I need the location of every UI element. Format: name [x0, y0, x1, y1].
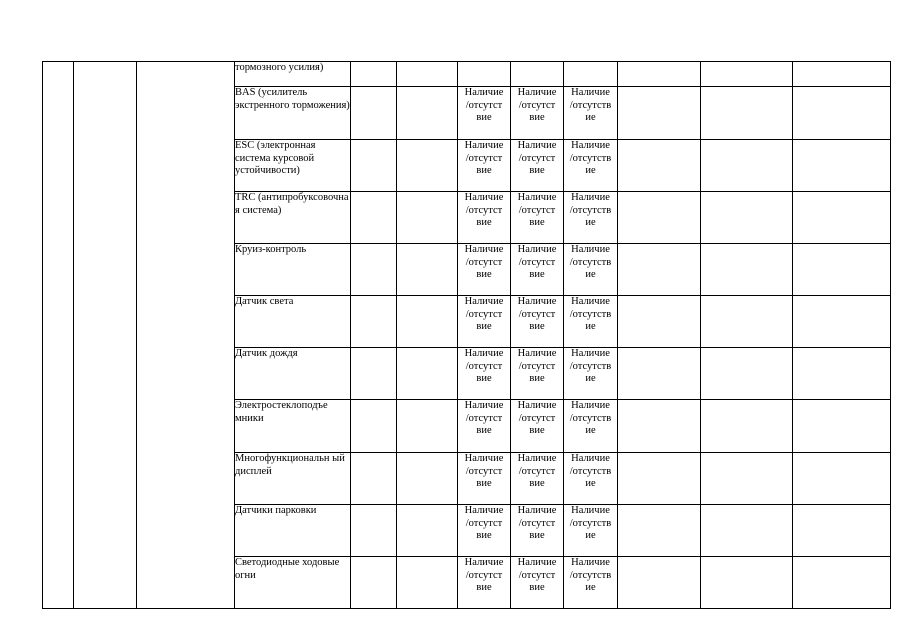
availability-text: /отсутст [518, 204, 556, 216]
empty-cell [351, 244, 397, 296]
blank-cell [43, 296, 74, 348]
availability-text: Наличие [464, 192, 504, 203]
availability-cell [511, 557, 564, 609]
empty-cell [701, 244, 793, 296]
empty-cell [618, 400, 701, 453]
availability-text: /отсутст [465, 465, 503, 477]
blank-cell [74, 140, 137, 192]
availability-text: /отсутств [569, 569, 612, 581]
availability-text: /отсутст [465, 412, 503, 424]
empty-cell [397, 192, 458, 244]
availability-text: Наличие [517, 192, 557, 203]
availability-cell [564, 140, 618, 192]
availability-text: вие [529, 425, 545, 436]
availability-cell [511, 296, 564, 348]
empty-cell [351, 505, 397, 557]
availability-text: вие [529, 112, 545, 123]
availability-text: Наличие [517, 140, 557, 151]
blank-cell [43, 348, 74, 400]
availability-text: /отсутств [569, 204, 612, 216]
availability-text: ие [585, 217, 596, 228]
feature-name-cell: Датчик света [235, 296, 351, 348]
availability-text: ие [585, 321, 596, 332]
blank-cell [74, 87, 137, 140]
empty-cell [351, 348, 397, 400]
empty-cell [618, 296, 701, 348]
availability-cell [511, 348, 564, 400]
availability-text: /отсутств [569, 99, 612, 111]
empty-cell [351, 453, 397, 505]
empty-cell [701, 557, 793, 609]
availability-text: вие [476, 321, 492, 332]
availability-text: ие [585, 425, 596, 436]
empty-cell [793, 244, 891, 296]
availability-text: ие [585, 478, 596, 489]
availability-text: /отсутст [465, 256, 503, 268]
empty-cell [793, 192, 891, 244]
empty-cell [618, 87, 701, 140]
availability-text: Наличие [571, 244, 610, 255]
availability-text: Наличие [571, 192, 610, 203]
feature-name-cell: Электростеклоподъе мники [235, 400, 351, 453]
availability-cell [458, 557, 511, 609]
availability-cell [511, 453, 564, 505]
empty-cell [793, 62, 891, 87]
blank-cell [74, 192, 137, 244]
empty-cell [397, 140, 458, 192]
availability-cell [458, 453, 511, 505]
availability-text: Наличие [571, 557, 610, 568]
availability-text: ие [585, 530, 596, 541]
table-row [43, 244, 891, 296]
availability-text: /отсутст [518, 152, 556, 164]
feature-name-cell: Многофункциональн ый дисплей [235, 453, 351, 505]
empty-cell [701, 400, 793, 453]
blank-cell [137, 400, 235, 453]
availability-text: Наличие [517, 296, 557, 307]
availability-text: Наличие [571, 87, 610, 98]
feature-name-cell: Светодиодные ходовые огни [235, 557, 351, 609]
availability-text: вие [476, 582, 492, 593]
availability-text: /отсутст [465, 152, 503, 164]
blank-cell [43, 557, 74, 609]
availability-text: /отсутст [465, 204, 503, 216]
availability-text: /отсутств [569, 412, 612, 424]
availability-text: ие [585, 112, 596, 123]
availability-text: вие [529, 217, 545, 228]
table-row [43, 453, 891, 505]
availability-text: вие [476, 373, 492, 384]
availability-text: Наличие [464, 348, 504, 359]
availability-text: Наличие [464, 453, 504, 464]
blank-cell [74, 348, 137, 400]
availability-text: /отсутст [465, 360, 503, 372]
empty-cell [701, 192, 793, 244]
availability-text: /отсутст [465, 569, 503, 581]
blank-cell [74, 296, 137, 348]
blank-cell [137, 87, 235, 140]
empty-cell [351, 400, 397, 453]
empty-cell [351, 296, 397, 348]
empty-cell [701, 348, 793, 400]
availability-text: Наличие [571, 348, 610, 359]
empty-cell [793, 87, 891, 140]
availability-text: Наличие [464, 244, 504, 255]
empty-cell [397, 557, 458, 609]
blank-cell [74, 400, 137, 453]
empty-cell [793, 557, 891, 609]
blank-cell [137, 140, 235, 192]
availability-cell [458, 140, 511, 192]
empty-cell [351, 140, 397, 192]
empty-cell [351, 557, 397, 609]
availability-cell [564, 87, 618, 140]
availability-text: вие [476, 217, 492, 228]
blank-cell [74, 557, 137, 609]
availability-text: вие [476, 112, 492, 123]
availability-cell [564, 348, 618, 400]
empty-cell [793, 348, 891, 400]
table-row [43, 87, 891, 140]
availability-text: Наличие [571, 140, 610, 151]
availability-cell [564, 296, 618, 348]
availability-text: вие [529, 373, 545, 384]
availability-cell [511, 505, 564, 557]
availability-text: /отсутст [518, 412, 556, 424]
blank-cell [43, 505, 74, 557]
blank-cell [43, 192, 74, 244]
availability-cell [511, 87, 564, 140]
empty-cell [397, 87, 458, 140]
blank-cell [137, 348, 235, 400]
availability-text: /отсутств [569, 256, 612, 268]
empty-cell [618, 505, 701, 557]
availability-cell [564, 453, 618, 505]
blank-cell [74, 244, 137, 296]
empty-cell [701, 87, 793, 140]
feature-name-cell: TRC (антипробуксовочна я система) [235, 192, 351, 244]
availability-text: вие [529, 478, 545, 489]
empty-cell [793, 296, 891, 348]
availability-text: вие [476, 425, 492, 436]
empty-cell [397, 296, 458, 348]
blank-cell [137, 453, 235, 505]
blank-cell [43, 400, 74, 453]
availability-text: /отсутств [569, 360, 612, 372]
availability-text: вие [529, 165, 545, 176]
availability-text: вие [529, 321, 545, 332]
availability-text: /отсутств [569, 308, 612, 320]
empty-cell [397, 244, 458, 296]
empty-cell [701, 453, 793, 505]
availability-text: Наличие [464, 400, 504, 411]
availability-text: /отсутст [518, 308, 556, 320]
availability-text: /отсутст [518, 360, 556, 372]
empty-cell [618, 62, 701, 87]
availability-cell [564, 244, 618, 296]
table-row [43, 140, 891, 192]
availability-cell [458, 296, 511, 348]
availability-text: /отсутств [569, 152, 612, 164]
availability-text: вие [529, 582, 545, 593]
empty-cell [618, 192, 701, 244]
empty-cell [351, 87, 397, 140]
empty-cell [618, 453, 701, 505]
availability-text: Наличие [571, 296, 610, 307]
availability-cell [458, 348, 511, 400]
availability-text: Наличие [571, 505, 610, 516]
empty-cell [618, 244, 701, 296]
empty-cell [793, 400, 891, 453]
empty-cell [397, 505, 458, 557]
empty-cell [793, 140, 891, 192]
empty-cell [351, 62, 397, 87]
table-row [43, 62, 891, 87]
empty-cell [793, 453, 891, 505]
table-row [43, 192, 891, 244]
availability-cell [458, 244, 511, 296]
availability-text: вие [476, 269, 492, 280]
availability-text: вие [476, 478, 492, 489]
availability-text: Наличие [517, 557, 557, 568]
empty-cell [397, 348, 458, 400]
availability-cell [564, 62, 618, 87]
table-row [43, 348, 891, 400]
blank-cell [74, 453, 137, 505]
availability-text: /отсутст [465, 308, 503, 320]
availability-text: Наличие [517, 244, 557, 255]
availability-text: Наличие [517, 400, 557, 411]
feature-name-cell: Датчики парковки [235, 505, 351, 557]
feature-name-cell: Круиз-контроль [235, 244, 351, 296]
empty-cell [351, 192, 397, 244]
availability-cell [458, 87, 511, 140]
empty-cell [618, 140, 701, 192]
availability-cell [511, 400, 564, 453]
availability-text: ие [585, 165, 596, 176]
blank-cell [43, 62, 74, 87]
empty-cell [701, 140, 793, 192]
feature-name-cell: тормозного усилия) [235, 62, 351, 87]
availability-text: ие [585, 373, 596, 384]
spec-table [42, 61, 891, 609]
feature-name-cell: ESC (электронная система курсовой устойчивости) [235, 140, 351, 192]
table-row [43, 505, 891, 557]
empty-cell [701, 505, 793, 557]
availability-text: Наличие [571, 453, 610, 464]
blank-cell [137, 505, 235, 557]
table-row [43, 400, 891, 453]
availability-text: вие [529, 530, 545, 541]
availability-text: /отсутст [465, 517, 503, 529]
availability-text: Наличие [517, 505, 557, 516]
empty-cell [793, 505, 891, 557]
availability-cell [564, 557, 618, 609]
blank-cell [137, 557, 235, 609]
availability-text: ие [585, 582, 596, 593]
availability-text: вие [476, 165, 492, 176]
availability-text: Наличие [571, 400, 610, 411]
blank-cell [43, 87, 74, 140]
availability-text: вие [529, 269, 545, 280]
availability-cell [511, 62, 564, 87]
blank-cell [43, 244, 74, 296]
availability-text: Наличие [464, 296, 504, 307]
blank-cell [137, 62, 235, 87]
availability-cell [458, 192, 511, 244]
table-row [43, 296, 891, 348]
availability-text: /отсутст [518, 99, 556, 111]
availability-text: /отсутст [518, 256, 556, 268]
availability-text: Наличие [517, 453, 557, 464]
empty-cell [701, 296, 793, 348]
empty-cell [397, 62, 458, 87]
blank-cell [137, 244, 235, 296]
availability-text: Наличие [517, 87, 557, 98]
empty-cell [397, 400, 458, 453]
empty-cell [397, 453, 458, 505]
availability-text: Наличие [464, 140, 504, 151]
availability-text: /отсутст [465, 99, 503, 111]
feature-name-cell: BAS (усилитель экстренного торможения) [235, 87, 351, 140]
availability-text: /отсутств [569, 465, 612, 477]
blank-cell [74, 505, 137, 557]
table-row [43, 557, 891, 609]
availability-cell [458, 400, 511, 453]
empty-cell [618, 557, 701, 609]
feature-name-cell: Датчик дождя [235, 348, 351, 400]
availability-text: /отсутст [518, 569, 556, 581]
availability-text: /отсутст [518, 517, 556, 529]
availability-text: /отсутств [569, 517, 612, 529]
availability-cell [564, 400, 618, 453]
availability-cell [458, 62, 511, 87]
availability-cell [511, 192, 564, 244]
availability-text: ие [585, 269, 596, 280]
availability-cell [564, 505, 618, 557]
availability-cell [511, 244, 564, 296]
empty-cell [701, 62, 793, 87]
blank-cell [74, 62, 137, 87]
availability-text: Наличие [464, 505, 504, 516]
blank-cell [43, 140, 74, 192]
availability-text: Наличие [464, 87, 504, 98]
availability-cell [458, 505, 511, 557]
availability-text: /отсутст [518, 465, 556, 477]
availability-cell [511, 140, 564, 192]
availability-cell [564, 192, 618, 244]
blank-cell [43, 453, 74, 505]
availability-text: вие [476, 530, 492, 541]
availability-text: Наличие [517, 348, 557, 359]
blank-cell [137, 296, 235, 348]
blank-cell [137, 192, 235, 244]
availability-text: Наличие [464, 557, 504, 568]
empty-cell [618, 348, 701, 400]
